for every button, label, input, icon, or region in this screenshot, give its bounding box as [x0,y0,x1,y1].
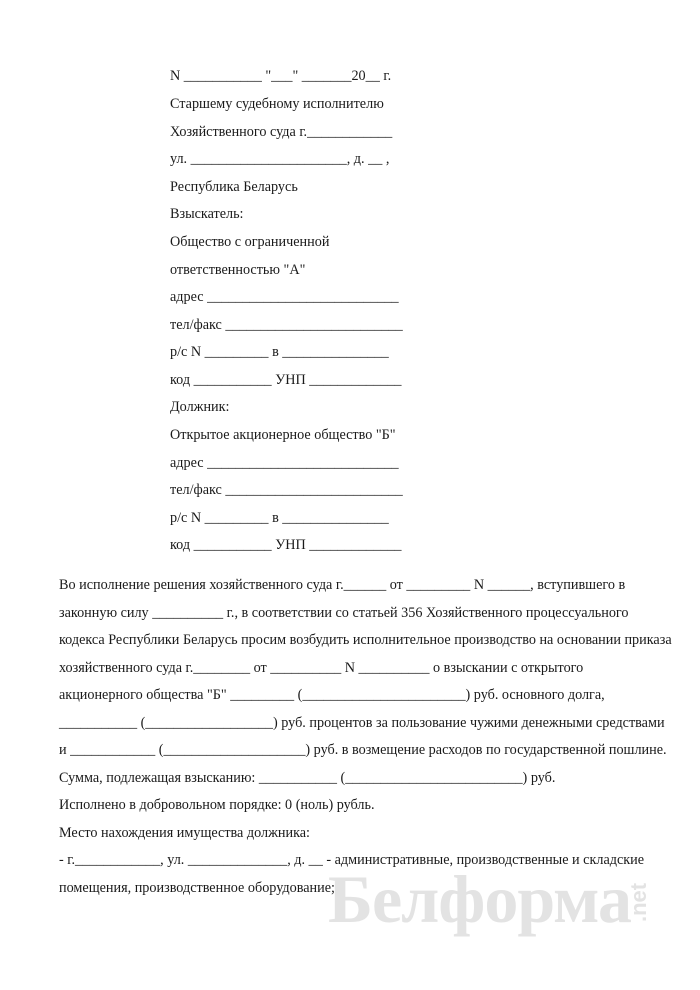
claimant-label: Взыскатель: [170,206,244,222]
debtor-label: Должник: [170,399,230,415]
debtor-name: Открытое акционерное общество "Б" [170,427,396,443]
debtor-phone-fax: тел/факс _________________________ [170,482,403,498]
body-paragraph-line: хозяйственного суда г.________ от __________ N __________ о взыскании с открытого [59,660,584,676]
watermark-text: Белформа [328,861,631,937]
claimant-name-line2: ответственностью "А" [170,262,306,278]
addressee-title: Старшему судебному исполнителю [170,96,384,112]
addressee-country: Республика Беларусь [170,179,298,195]
debtor-property-description: помещения, производственное оборудование; [59,880,335,896]
belforma-watermark-logo [328,860,658,940]
debtor-property-location-label: Место нахождения имущества должника: [59,825,310,841]
watermark-suffix: .net [626,882,651,922]
body-paragraph-line: акционерного общества "Б" _________ (_______________________) руб. основного долга, [59,687,605,703]
body-paragraph-line: законную силу __________ г., в соответствии со статьей 356 Хозяйственного процессуального [59,605,629,621]
debtor-account: р/с N _________ в _______________ [170,510,389,526]
claimant-address: адрес ___________________________ [170,289,399,305]
body-paragraph-line: Во исполнение решения хозяйственного суда г.______ от _________ N ______, вступившего в [59,577,626,593]
addressee-street: ул. ______________________, д. __ , [170,151,390,167]
debtor-code-unp: код ___________ УНП _____________ [170,537,402,553]
claimant-account: р/с N _________ в _______________ [170,344,389,360]
claimant-name-line1: Общество с ограниченной [170,234,330,250]
body-paragraph-line: ___________ (__________________) руб. процентов за пользование чужими денежными средствами [59,715,665,731]
debtor-address: адрес ___________________________ [170,455,399,471]
voluntary-execution: Исполнено в добровольном порядке: 0 (ноль) рубль. [59,797,375,813]
body-paragraph-line: кодекса Республики Беларусь просим возбудить исполнительное производство на основании приказа [59,632,672,648]
document-number-date-line: N ___________ "___" _______20__ г. [170,68,392,84]
debtor-property-location: - г.____________, ул. ______________, д. __ - административные, производственные и складские [59,852,645,868]
addressee-court: Хозяйственного суда г.____________ [170,124,393,140]
amount-to-recover: Сумма, подлежащая взысканию: ___________ (_________________________) руб. [59,770,556,786]
body-paragraph-line: и ____________ (____________________) руб. в возмещение расходов по государственной пошлине. [59,742,667,758]
claimant-phone-fax: тел/факс _________________________ [170,317,403,333]
claimant-code-unp: код ___________ УНП _____________ [170,372,402,388]
